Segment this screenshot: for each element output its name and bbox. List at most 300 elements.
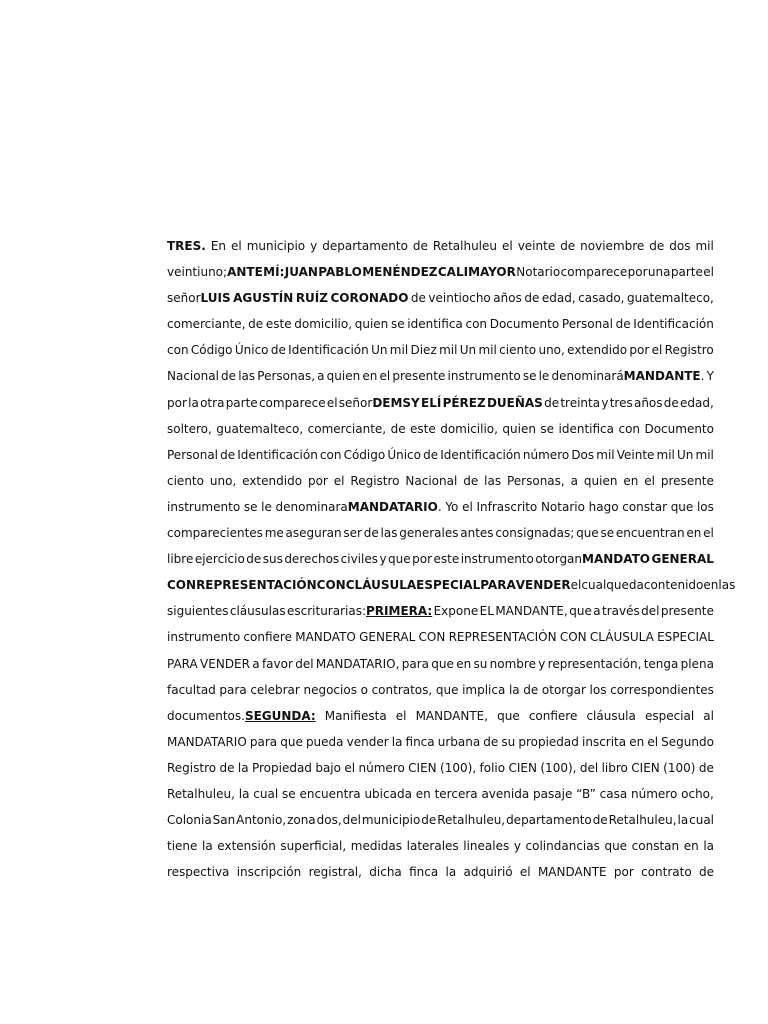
word: (100) (663, 760, 696, 775)
word: la (677, 813, 689, 828)
word: de (524, 291, 540, 306)
word: MANDANTE (537, 865, 607, 880)
word: que (388, 552, 411, 567)
word: municipio (246, 239, 306, 253)
word: inscrita (582, 734, 627, 749)
word: Retalhuleu, (608, 813, 677, 828)
word: JUAN (284, 265, 318, 280)
word: MANDATARIO (167, 734, 247, 749)
word: MANDANTE, (495, 604, 568, 619)
word: propiedad (518, 734, 579, 749)
word: otorgar (541, 682, 586, 697)
word: Notario (540, 499, 585, 514)
word: negocios (303, 682, 357, 697)
word: comparece (258, 395, 326, 410)
word: adquirió (463, 865, 513, 880)
word: este (410, 421, 436, 436)
word: el (703, 265, 714, 280)
text-line (167, 390, 714, 416)
word: por (167, 395, 187, 410)
word: que (435, 682, 459, 697)
word: ubicada (364, 786, 412, 801)
word: Identificación (440, 447, 521, 462)
text-line (167, 807, 714, 833)
word: MANDANTE, (415, 708, 489, 723)
word: presente (660, 604, 714, 619)
word: presente (660, 473, 714, 488)
word: tiene (167, 839, 198, 854)
word: este (265, 317, 292, 332)
word: de (649, 239, 665, 253)
text-line (167, 781, 714, 807)
word: del (641, 604, 660, 619)
word: en (629, 734, 645, 749)
word: bajo (315, 760, 341, 775)
word: con (167, 343, 189, 358)
word: ELÍ (421, 395, 442, 410)
word: una (647, 265, 671, 280)
word: PABLO (318, 265, 362, 280)
word: Personal (167, 447, 219, 462)
word: a (317, 369, 325, 384)
word: ciento (167, 473, 204, 488)
word: representación, (547, 656, 642, 671)
word: dos, (316, 813, 342, 828)
word: se (522, 369, 537, 384)
text-line (167, 755, 714, 781)
word: denominaraMANDATARIO. (275, 499, 442, 514)
word: domicilio, (440, 421, 498, 436)
word: departamento (322, 239, 408, 253)
word: Código (190, 343, 233, 358)
word: CON (418, 630, 446, 645)
word: el (570, 578, 582, 593)
word: tercera (434, 786, 478, 801)
word: la (703, 839, 714, 854)
word: ciento (499, 343, 537, 358)
word: de (663, 395, 679, 410)
word: libre (167, 552, 194, 567)
word: Único (387, 447, 421, 462)
word: laterales (406, 839, 459, 854)
word: que (497, 708, 520, 723)
word: de (270, 343, 286, 358)
word: la (391, 734, 403, 749)
word: de (698, 760, 714, 775)
word: contratos, (371, 682, 433, 697)
word: parte (670, 265, 703, 280)
word: departamento (506, 813, 592, 828)
word: las (484, 473, 502, 488)
word: en (362, 369, 378, 384)
word: ejercicio (194, 552, 245, 567)
word: constar (622, 499, 668, 514)
word: la (508, 682, 520, 697)
word: instrumento (460, 552, 534, 567)
word: derechos (284, 552, 340, 567)
word: registral, (308, 865, 362, 880)
word: especial (644, 708, 695, 723)
word: años (633, 395, 663, 410)
word: vender (346, 734, 389, 749)
word: Dos (571, 447, 595, 462)
word: tres (609, 395, 633, 410)
word: cual (689, 813, 714, 828)
word: que (670, 499, 694, 514)
word: instrumento (447, 369, 521, 384)
text-line (167, 833, 714, 859)
word: parte (225, 395, 258, 410)
word: el (326, 395, 338, 410)
word: CON (559, 630, 587, 645)
word: Personal (561, 317, 613, 332)
word: se (540, 421, 555, 436)
word: documentos.SEGUNDA: (167, 708, 316, 723)
word: CALIMAYOR (437, 265, 516, 280)
word: la (238, 786, 250, 801)
word: de (390, 421, 406, 436)
word: constan (631, 839, 680, 854)
word: con (319, 447, 342, 462)
word: Un (677, 447, 694, 462)
word: hago (588, 499, 619, 514)
word: años (493, 291, 522, 306)
word: se (600, 526, 615, 541)
word: a (593, 604, 601, 619)
word: extendido (567, 343, 628, 358)
word: DUEÑAS (486, 395, 543, 410)
word: CIEN (508, 760, 537, 775)
text-line (167, 285, 714, 311)
word: Identificación (237, 447, 318, 462)
word: los (589, 682, 607, 697)
word: Colonia (167, 813, 212, 828)
word: VENDER (200, 656, 250, 671)
word: le (261, 499, 272, 514)
word: domicilio, (294, 317, 353, 332)
text-line (167, 337, 714, 363)
word: de (363, 526, 379, 541)
word: respectiva (167, 865, 230, 880)
word: veinte (517, 239, 556, 253)
word: RUÍZ (295, 291, 328, 306)
word: zona (287, 813, 316, 828)
word: para (401, 656, 429, 671)
word: quien (326, 369, 361, 384)
word: Retalhuleu, (167, 786, 235, 801)
word: (100), (440, 760, 477, 775)
word: de (699, 865, 714, 880)
text-line (167, 442, 714, 468)
word: facultad (167, 682, 216, 697)
text-line (167, 598, 714, 624)
word: Nacional (167, 369, 219, 384)
word: Expone (433, 604, 479, 619)
word: de (421, 813, 437, 828)
word: casa (599, 786, 628, 801)
word: PÉREZ (442, 395, 486, 410)
word: MENÉNDEZ (362, 265, 438, 280)
word: su (473, 656, 488, 671)
word: de (219, 760, 235, 775)
word: GENERAL (359, 630, 416, 645)
word: las (718, 578, 736, 593)
word: inscripción (236, 865, 302, 880)
word: pueda (305, 734, 344, 749)
word: tenga (643, 656, 679, 671)
word: el (462, 499, 473, 514)
word: encuentra (299, 786, 361, 801)
word: casado, (578, 291, 625, 306)
text-line (167, 677, 714, 703)
word: y (513, 839, 521, 854)
word: quien (502, 421, 536, 436)
text-line (167, 259, 714, 285)
word: VENDER (515, 578, 571, 593)
word: Propiedad (251, 760, 312, 775)
word: veintiuno;ANTE (167, 265, 263, 280)
text-line (167, 416, 714, 442)
word: le (538, 369, 550, 384)
text-line (167, 729, 714, 755)
word: CIEN (631, 760, 660, 775)
word: encuentran (615, 526, 685, 541)
word: lineales (463, 839, 510, 854)
word: a (570, 473, 578, 488)
word: Código (343, 447, 386, 462)
text-line (167, 468, 714, 494)
word: para (219, 682, 247, 697)
word: y (379, 552, 387, 567)
word: de (412, 239, 428, 253)
word: de (410, 291, 426, 306)
word: CON (316, 578, 346, 593)
word: quien (583, 473, 618, 488)
word: de (523, 682, 539, 697)
word: REPRESENTACIÓN (448, 630, 557, 645)
word: de (220, 447, 236, 462)
text-line (167, 703, 714, 729)
word: identifica (558, 421, 615, 436)
text-line (167, 546, 714, 572)
word: soltero, (167, 421, 212, 436)
word: medidas (350, 839, 403, 854)
word: el (379, 369, 391, 384)
word: Identificación (288, 343, 369, 358)
word: denominaráMANDANTE. (551, 369, 705, 384)
word: que (569, 604, 592, 619)
word: nombre (489, 656, 536, 671)
word: las (238, 369, 256, 384)
word: por (613, 865, 634, 880)
word: folio (479, 760, 506, 775)
word: Retalhuleu, (437, 813, 506, 828)
word: Identificación (633, 317, 714, 332)
word: del (342, 813, 361, 828)
word: los (696, 499, 714, 514)
word: se (281, 786, 296, 801)
word: Un (459, 343, 477, 358)
word: veintiocho (428, 291, 491, 306)
word: de (592, 813, 608, 828)
word: identifica (407, 317, 463, 332)
word: en (683, 839, 699, 854)
word: la (237, 760, 249, 775)
word: de (560, 239, 576, 253)
word: por (627, 265, 648, 280)
word: de (615, 317, 631, 332)
word: civiles (340, 552, 378, 567)
word: presente (392, 369, 446, 384)
word: noviembre (580, 239, 645, 253)
word: y (310, 239, 318, 253)
word: comerciante, (167, 317, 246, 332)
word: contrato (641, 865, 692, 880)
word: ocho, (681, 786, 714, 801)
word: el (333, 473, 345, 488)
word: en (686, 526, 702, 541)
word: treinta (560, 395, 601, 410)
word: contenido (643, 578, 704, 593)
word: mil (695, 239, 714, 253)
word: número (358, 760, 405, 775)
word: mil (596, 447, 615, 462)
word: superficial, (280, 839, 347, 854)
word: de (246, 552, 262, 567)
word: AGUSTÍN (233, 291, 294, 306)
word: Personas, (257, 369, 316, 384)
word: aseguran (285, 526, 342, 541)
word: de (248, 317, 264, 332)
word: correspondientes (610, 682, 714, 697)
word: guatemalteco, (626, 291, 714, 306)
word: Segundo (661, 734, 714, 749)
word: se (243, 499, 258, 514)
word: cual (253, 786, 279, 801)
word: el (644, 473, 655, 488)
text-line (167, 363, 714, 389)
word: finca (409, 865, 439, 880)
word: por (307, 473, 328, 488)
word: en (415, 786, 431, 801)
word: PARA (480, 578, 516, 593)
word: el (344, 760, 356, 775)
word: de (544, 395, 560, 410)
word: “B” (576, 786, 596, 801)
word: el (519, 865, 531, 880)
word: del (579, 760, 599, 775)
word: (100), (540, 760, 577, 775)
word: su (501, 734, 516, 749)
word: las (380, 526, 398, 541)
word: MANDATARIO, (315, 656, 400, 671)
word: por (629, 343, 650, 358)
word: Registro (167, 760, 217, 775)
word: MÍ: (263, 265, 285, 280)
word: Retalhuleu (432, 239, 497, 253)
word: a (252, 656, 260, 671)
word: celebrar (250, 682, 300, 697)
word: de (423, 447, 439, 462)
word: el (651, 343, 663, 358)
word: CON (167, 578, 197, 593)
word: pasaje (533, 786, 573, 801)
word: al (703, 708, 714, 723)
word: plena (680, 656, 714, 671)
word: escriturarias:PRIMERA: (286, 604, 433, 619)
word: ESPECIAL (657, 630, 714, 645)
word: REPRESENTACIÓN (196, 578, 317, 593)
word: San (212, 813, 236, 828)
word: Notario (516, 265, 561, 280)
word: extensión (217, 839, 276, 854)
word: señorLUIS (167, 291, 231, 306)
word: Único (234, 343, 269, 358)
word: mil (656, 447, 675, 462)
word: se (390, 317, 405, 332)
word: Y (706, 369, 714, 384)
word: instrumento (167, 630, 241, 645)
word: el (501, 239, 513, 253)
word: confiere (528, 708, 578, 723)
word: que (280, 734, 303, 749)
word: mil (389, 343, 409, 358)
word: CLÁUSULA (345, 578, 417, 593)
word: antes (460, 526, 494, 541)
word: de (221, 369, 237, 384)
word: Un (371, 343, 388, 358)
word: guatemalteco, (216, 421, 304, 436)
word: cláusulas (229, 604, 286, 619)
word: Documento (644, 421, 714, 436)
word: dos (669, 239, 691, 253)
word: la (445, 865, 457, 880)
word: consignadas; (495, 526, 575, 541)
word: Registro (664, 343, 714, 358)
word: Registro (350, 473, 400, 488)
word: de (483, 734, 499, 749)
word: el (647, 734, 659, 749)
text-line (167, 859, 714, 885)
word: MANDATO (295, 630, 356, 645)
word: la (202, 839, 213, 854)
word: y (601, 395, 609, 410)
document-body (167, 233, 736, 885)
word: mil (439, 343, 458, 358)
text-line (167, 233, 714, 259)
word: que (431, 656, 454, 671)
word: mil (695, 447, 714, 462)
text-line (167, 494, 714, 520)
word: Veinte (616, 447, 655, 462)
word: TRES. (167, 239, 206, 253)
word: en (456, 656, 472, 671)
word: EL (479, 604, 494, 619)
word: comparece (560, 265, 628, 280)
text-line (167, 651, 714, 677)
word: uno, (538, 343, 565, 358)
word: me (264, 526, 284, 541)
word: edad, (680, 395, 714, 410)
word: finca (405, 734, 435, 749)
word: que (604, 839, 628, 854)
word: y (538, 656, 546, 671)
word: municipio (361, 813, 421, 828)
word: siguientes (167, 604, 229, 619)
word: este (433, 552, 460, 567)
word: generales (399, 526, 459, 541)
word: uno, (209, 473, 237, 488)
